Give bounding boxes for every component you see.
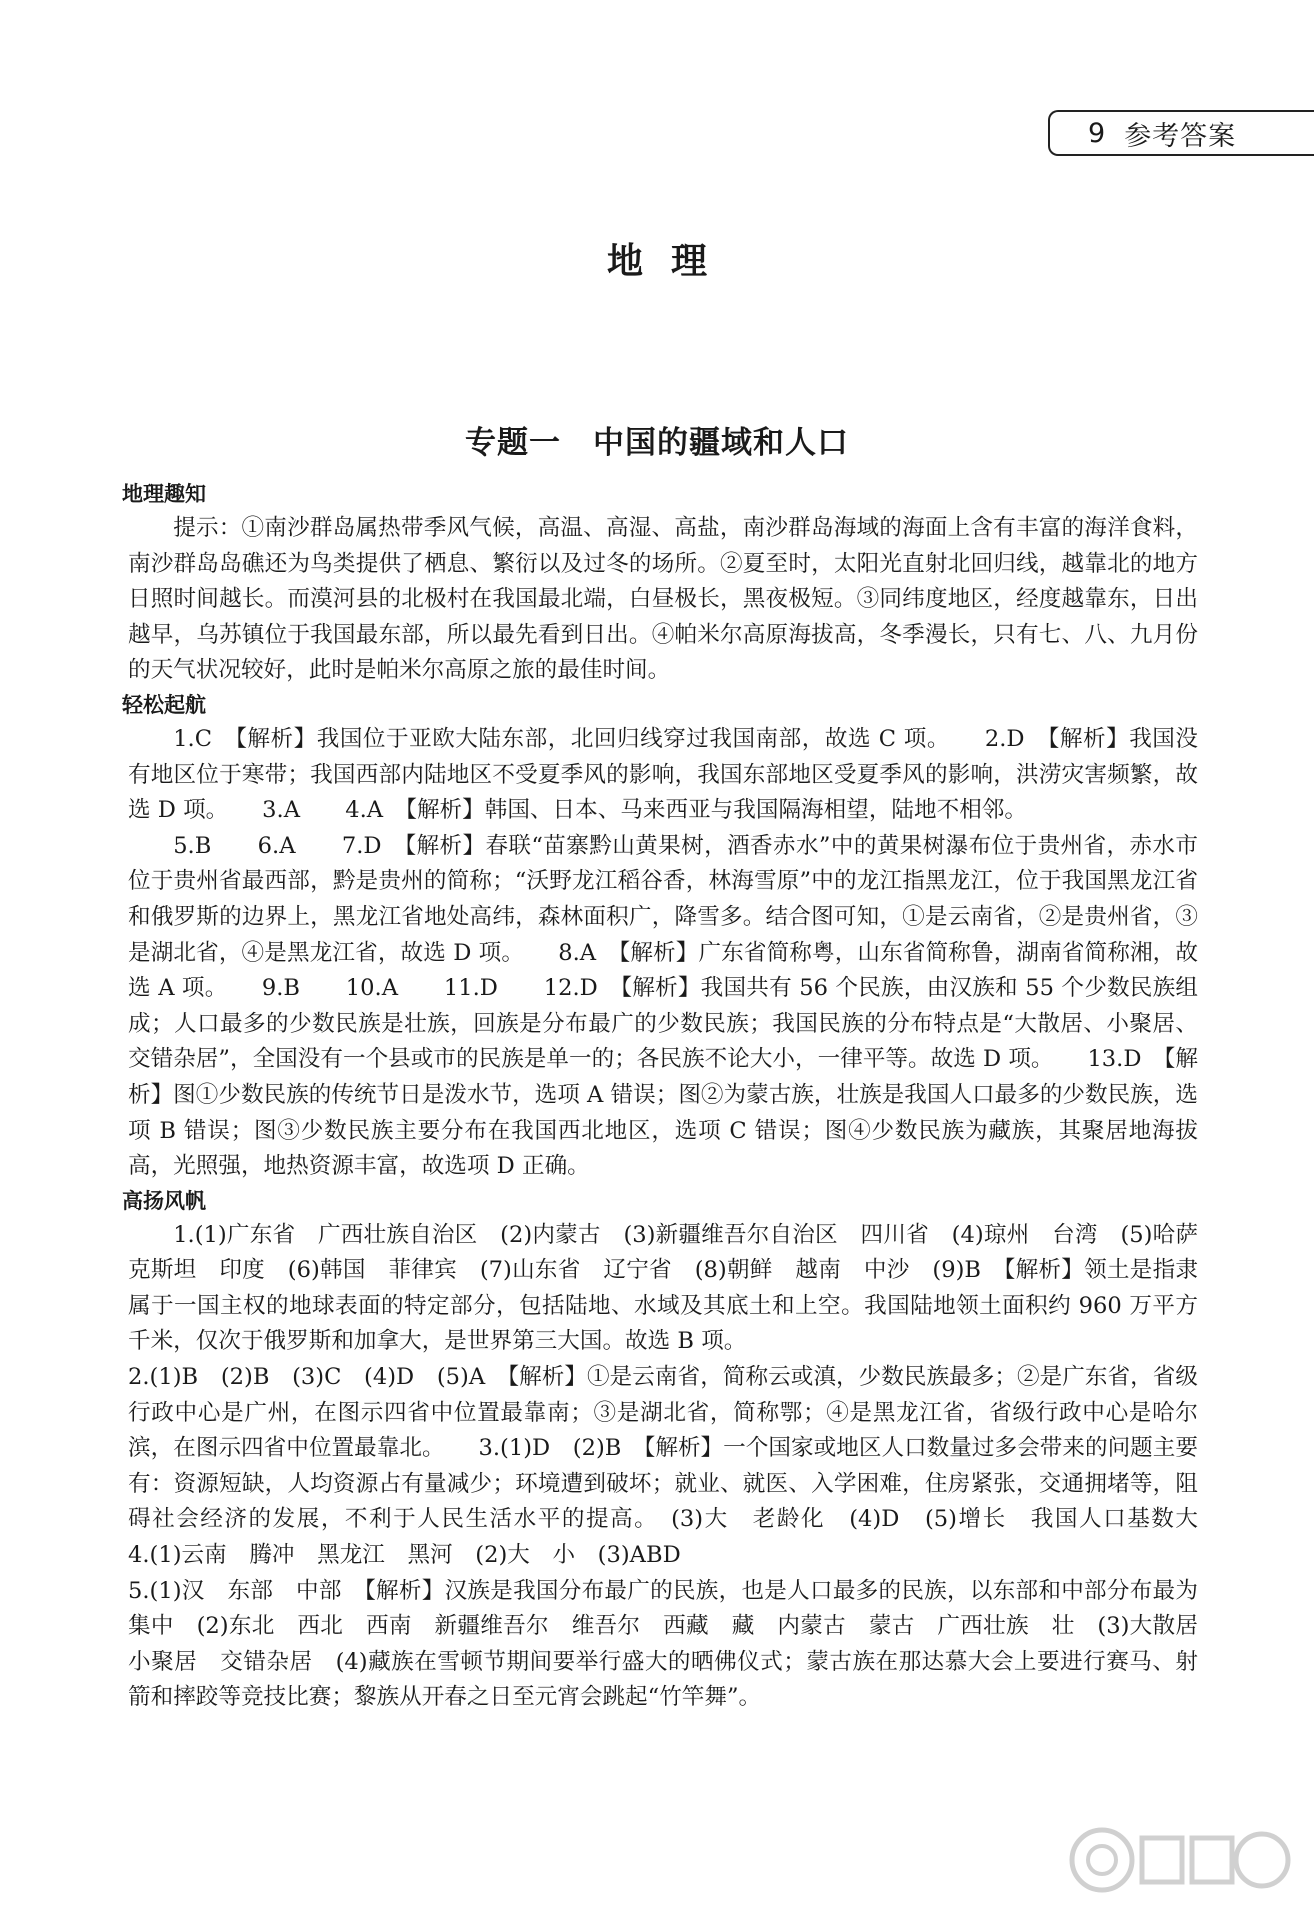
watermark-logo-icon (1062, 1820, 1302, 1900)
paragraph: 5.(1)汉 东部 中部 【解析】汉族是我国分布最广的民族，也是人口最多的民族，以东部和中部分布最为集中 (2)东北 西北 西南 新疆维吾尔 维吾尔 西藏 藏 内蒙古 蒙古 广西壮族 壮 (3)大散居 小聚居 交错杂居 (4)藏族在雪顿节期间要举行盛大的晒佛仪式；蒙古族在那达慕大会上要进行赛马、射箭和摔跤等竞技比赛；黎族从开春之日至元宵会跳起“竹竿舞”。 (128, 1577, 1221, 1711)
topic-title: 专题一 中国的疆域和人口 (465, 425, 849, 461)
paragraph: 5.B 6.A 7.D 【解析】春联“苗寨黔山黄果树，酒香赤水”中的黄果树瀑布位于贵州省，赤水市位于贵州省最西部，黔是贵州的简称；“沃野龙江稻谷香，林海雪原”中的龙江指黑龙江，位于我国黑龙江省和俄罗斯的边界上，黑龙江省地处高纬，森林面积广，降雪多。结合图可知，①是云南省，②是贵州省，③是湖北省，④是黑龙江省，故选 D 项。 8.A 【解析】广东省简称粤，山东省简称鲁，湖南省简称湘，故选 A 项。 9.B 10.A 11.D 12.D 【解析】我国共有 56 个民族，由汉族和 55 个少数民族组成；人口最多的少数民族是壮族，回族是分布最广的少数民族；我国民族的分布特点是“大散居、小聚居、交错杂居”，全国没有一个县或市的民族是单一的；各民族不论大小，一律平等。故选 D 项。 13.D 【解析】图①少数民族的传统节日是泼水节，选项 A 错误；图②为蒙古族，壮族是我国人口最多的少数民族，选项 B 错误；图③少数民族主要分布在我国西北地区，选项 C 错误；图④少数民族为藏族，其聚居地海拔高，光照强，地热资源丰富，故选项 D 正确。 (128, 832, 1198, 1180)
subject-title: 地理 (606, 241, 735, 282)
paragraph: 1.C 【解析】我国位于亚欧大陆东部，北回归线穿过我国南部，故选 C 项。 2.D 【解析】我国没有地区位于寒带；我国西部内陆地区不受夏季风的影响，我国东部地区受夏季风的影响，洪涝灾害频繁，故选 D 项。 3.A 4.A 【解析】韩国、日本、马来西亚与我国隔海相望，陆地不相邻。 (128, 725, 1198, 824)
answer-content (122, 478, 1244, 1716)
section-label: 高扬风帆 (122, 1188, 206, 1213)
section-set-sail (122, 1185, 1244, 1716)
section-header-tab (1048, 110, 1314, 156)
paragraph: 2.(1)B (2)B (3)C (4)D (5)A 【解析】①是云南省，简称云或滇，少数民族最多；②是广东省，省级行政中心是广州，在图示四省中位置最靠南；③是湖北省，简称鄂；④是黑龙江省，省级行政中心是哈尔滨，在图示四省中位置最靠北。 3.(1)D (2)B 【解析】一个国家或地区人口数量过多会带来的问题主要有：资源短缺，人均资源占有量减少；环境遭到破坏；就业、就医、入学困难，住房紧张，交通拥堵等，阻碍社会经济的发展，不利于人民生活水平的提高。 (3)大 老龄化 (4)D (5)增长 我国人口基数大 4.(1)云南 腾冲 黑龙江 黑河 (2)大 小 (3)ABD (128, 1364, 1244, 1569)
section-title: 参考答案 (1124, 120, 1237, 152)
paragraph: 1.(1)广东省 广西壮族自治区 (2)内蒙古 (3)新疆维吾尔自治区 四川省 (4)琼州 台湾 (5)哈萨克斯坦 印度 (6)韩国 菲律宾 (7)山东省 辽宁省 (8)朝鲜 越南 中沙 (9)B 【解析】领土是指隶属于一国主权的地球表面的特定部分，包括陆地、水域及其底土和上空。我国陆地领土面积约 960 万平方千米，仅次于俄罗斯和加拿大，是世界第三大国。故选 B 项。 (128, 1221, 1198, 1355)
paragraph: 提示：①南沙群岛属热带季风气候，高温、高湿、高盐，南沙群岛海域的海面上含有丰富的海洋食料，南沙群岛岛礁还为鸟类提供了栖息、繁衍以及过冬的场所。②夏至时，太阳光直射北回归线，越靠北的地方日照时间越长。而漠河县的北极村在我国最北端，白昼极长，黑夜极短。③同纬度地区，经度越靠东，日出越早，乌苏镇位于我国最东部，所以最先看到日出。④帕米尔高原海拔高，冬季漫长，只有七、八、九月份的天气状况较好，此时是帕米尔高原之旅的最佳时间。 (128, 515, 1198, 684)
page-number: 9 (1088, 117, 1107, 149)
section-label: 轻松起航 (122, 692, 206, 717)
section-fun-facts (122, 478, 1198, 689)
section-label: 地理趣知 (122, 482, 206, 506)
section-easy-start (122, 689, 1198, 1185)
